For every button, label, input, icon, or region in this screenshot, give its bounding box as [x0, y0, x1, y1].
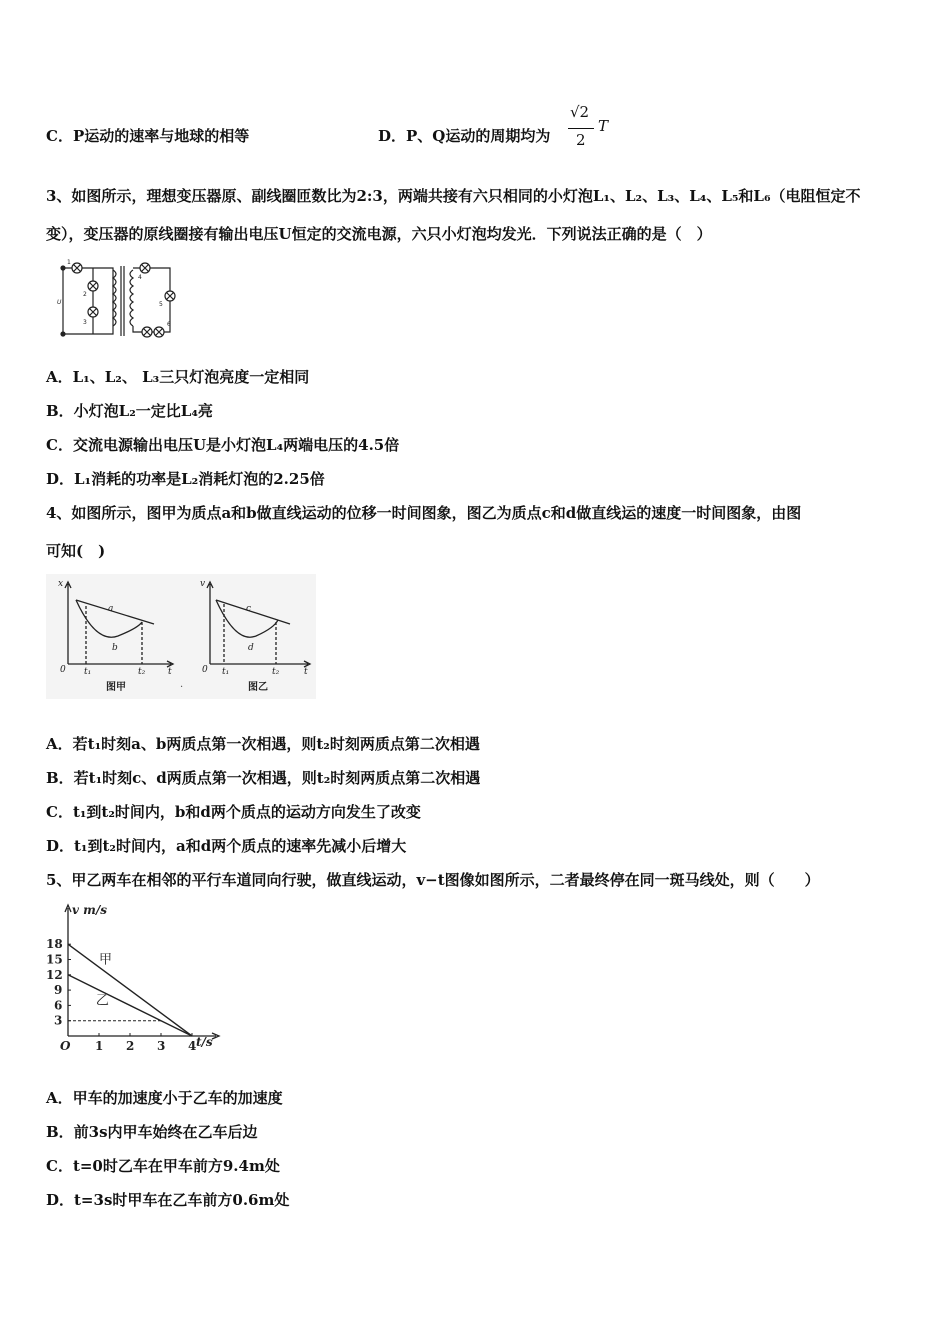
fig1-line-label-a: a [108, 604, 114, 614]
lamp-label-1: 1 [67, 259, 71, 266]
x-tick-label-2: 2 [126, 1039, 135, 1053]
q3-stem-line1: 3、如图所示，理想变压器原、副线圈匝数比为2:3，两端共接有六只相同的小灯泡L₁、L₂、L₃、L₄、L₅和L₆（电阻恒定不 [46, 187, 861, 205]
fig1-t-label: t [168, 667, 172, 677]
lamp-label-2: 2 [83, 291, 87, 298]
q3-option-b: B．小灯泡L₂一定比L₄亮 [46, 402, 213, 420]
series-label-2: 乙 [95, 993, 109, 1009]
series-line-2 [68, 975, 192, 1036]
lamp-label-4: 4 [138, 274, 142, 281]
y-tick-label-3: 3 [54, 1013, 63, 1028]
chart-y-label: v m/s [72, 903, 107, 917]
x-tick-label-1: 1 [95, 1039, 104, 1053]
q3-stem-line2: 变），变压器的原线圈接有输出电压U恒定的交流电源，六只小灯泡均发光．下列说法正确的是（ ） [46, 225, 712, 243]
fraction-bar [568, 128, 594, 129]
q2-fraction [568, 103, 618, 153]
q5-vt-chart [44, 900, 224, 1055]
lamp-label-6: 6 [167, 321, 171, 328]
fig1-caption: 图甲 [106, 682, 126, 693]
q4-option-c: C．t₁到t₂时间内，b和d两个质点的运动方向发生了改变 [46, 803, 421, 821]
q5-option-b: B．前3s内甲车始终在乙车后边 [46, 1123, 258, 1141]
fig1-t1: t₁ [84, 667, 92, 677]
q3-transformer-figure [55, 256, 180, 341]
x-tick-label-4: 4 [188, 1039, 197, 1053]
fraction-denominator: 2 [576, 131, 586, 149]
fraction-variable: T [598, 117, 609, 135]
fig1-t2: t₂ [138, 667, 146, 677]
q5-option-c: C．t=0时乙车在甲车前方9.4m处 [46, 1157, 280, 1175]
y-tick-label-12: 12 [46, 967, 63, 982]
chart-origin: O [60, 1039, 71, 1053]
q5-option-a: A．甲车的加速度小于乙车的加速度 [46, 1089, 283, 1107]
fig2-origin: 0 [202, 665, 208, 675]
fig2-t-label: t [304, 667, 308, 677]
series-label-1: 甲 [99, 952, 113, 968]
fraction-numerator: √2 [570, 103, 590, 121]
q4-stem-line2: 可知( ) [46, 542, 106, 560]
fig2-caption: 图乙 [248, 682, 268, 693]
chart-x-label: t/s [196, 1035, 213, 1049]
fig1-curve-label-b: b [112, 643, 118, 653]
lamp-label-3: 3 [83, 319, 87, 326]
q4-option-d: D．t₁到t₂时间内，a和d两个质点的速率先减小后增大 [46, 837, 407, 855]
fig2-t2: t₂ [272, 667, 280, 677]
q2-option-c: C．P运动的速率与地球的相等 [46, 127, 250, 145]
q5-stem: 5、甲乙两车在相邻的平行车道同向行驶，做直线运动，v−t图像如图所示，二者最终停在同一斑马线处，则（ ） [46, 871, 820, 889]
fig2-curve-label-d: d [248, 643, 254, 653]
q2-option-d: D．P、Q运动的周期均为 [378, 127, 551, 145]
q4-option-a: A．若t₁时刻a、b两质点第一次相遇，则t₂时刻两质点第二次相遇 [46, 735, 480, 753]
y-tick-label-15: 15 [46, 952, 63, 967]
y-tick-label-9: 9 [54, 983, 63, 998]
source-label-u: U [57, 299, 62, 306]
fig1-y-label: x [58, 579, 64, 589]
y-tick-label-6: 6 [54, 998, 63, 1013]
y-axis [65, 905, 71, 1036]
fig1-origin: 0 [60, 665, 66, 675]
q4-option-b: B．若t₁时刻c、d两质点第一次相遇，则t₂时刻两质点第二次相遇 [46, 769, 481, 787]
x-tick-label-3: 3 [157, 1039, 166, 1053]
q4-stem-line1: 4、如图所示，图甲为质点a和b做直线运动的位移一时间图象，图乙为质点c和d做直线运的速度一时间图象，由图 [46, 504, 802, 522]
q5-option-d: D．t=3s时甲车在乙车前方0.6m处 [46, 1191, 290, 1209]
q3-option-c: C．交流电源输出电压U是小灯泡L₄两端电压的4.5倍 [46, 436, 400, 454]
fig2-y-label: v [200, 579, 206, 589]
fig2-t1: t₁ [222, 667, 230, 677]
figure-separator: · [180, 682, 184, 693]
q4-figures [46, 574, 316, 699]
series-line-1 [68, 944, 192, 1036]
y-tick-label-18: 18 [46, 937, 63, 952]
lamp-label-5: 5 [159, 301, 163, 308]
fig2-line-label-c: c [246, 604, 252, 614]
q3-option-d: D．L₁消耗的功率是L₂消耗灯泡的2.25倍 [46, 470, 325, 488]
q3-option-a: A．L₁、L₂、 L₃三只灯泡亮度一定相同 [46, 368, 310, 386]
